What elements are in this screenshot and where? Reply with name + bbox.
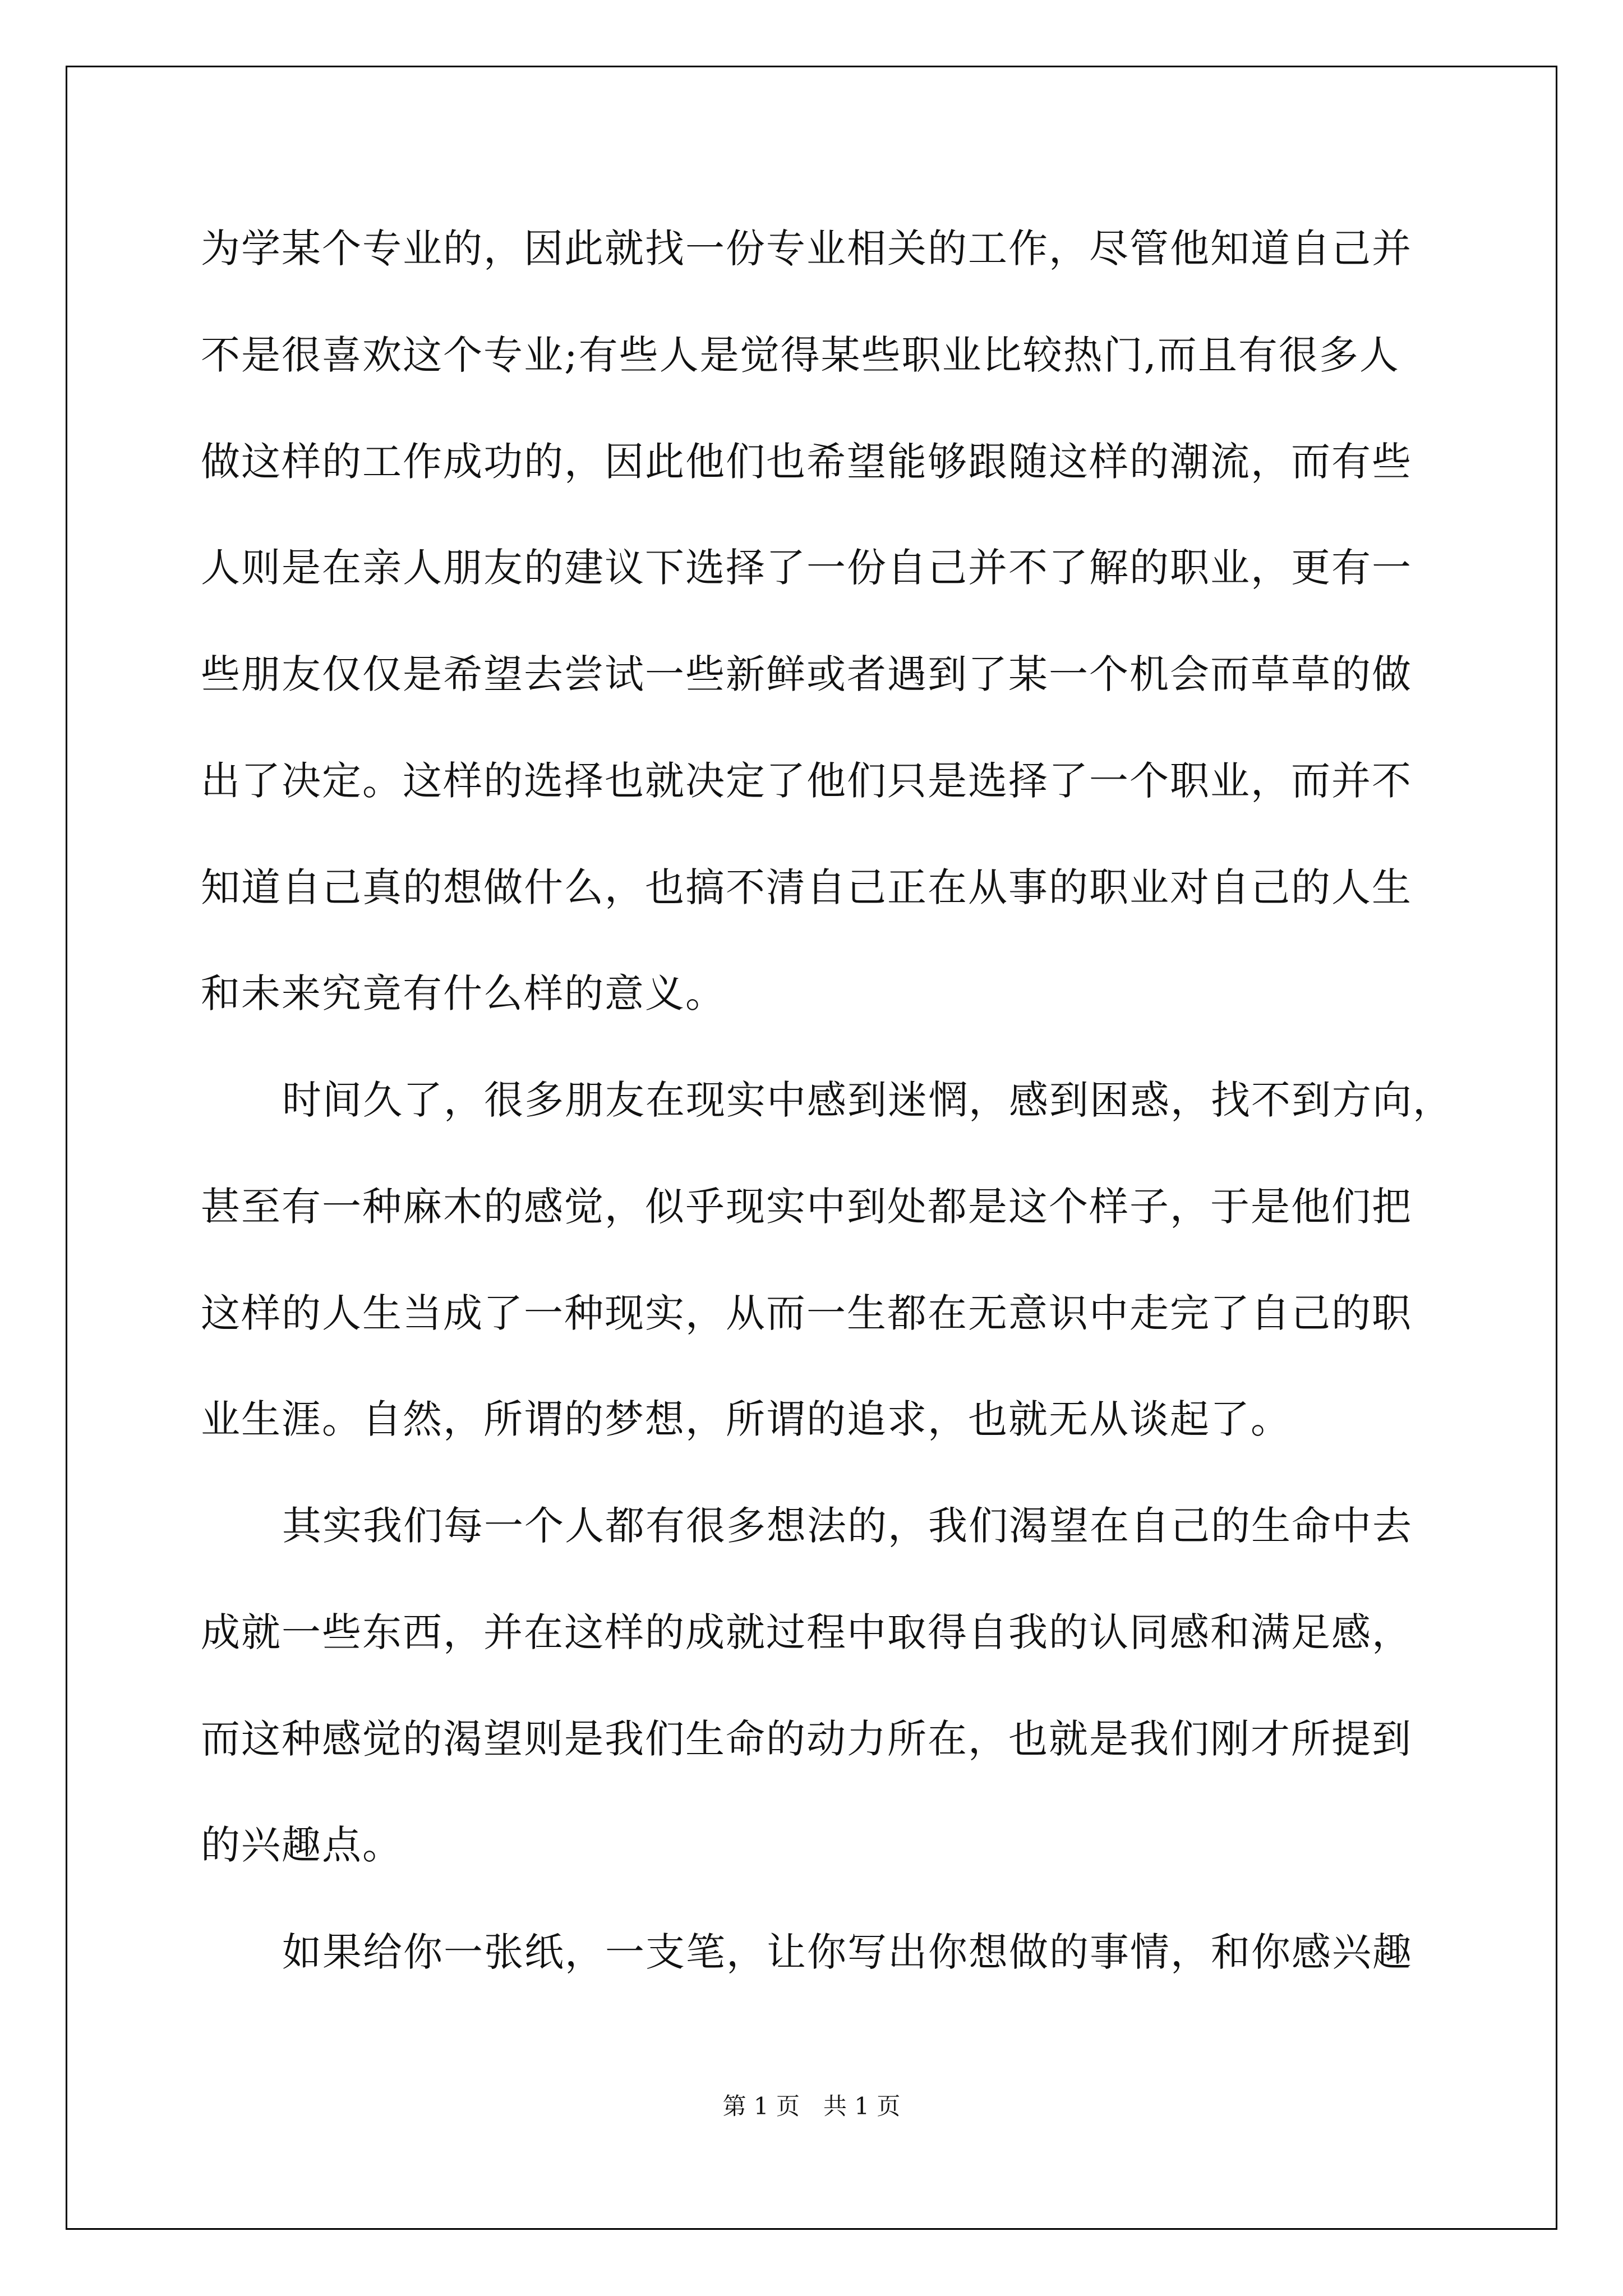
text-line-3: 做这样的工作成功的，因此他们也希望能够跟随这样的潮流，而有些: [201, 439, 1412, 485]
text-line-1: 为学某个专业的，因此就找一份专业相关的工作，尽管他知道自己并: [201, 226, 1412, 272]
text-line-4: 人则是在亲人朋友的建议下选择了一份自己并不了解的职业，更有一: [201, 545, 1412, 591]
text-line-6: 出了决定。这样的选择也就决定了他们只是选择了一个职业，而并不: [201, 758, 1412, 804]
text-line-15: 而这种感觉的渴望则是我们生命的动力所在，也就是我们刚才所提到: [201, 1716, 1412, 1762]
text-line-5: 些朋友仅仅是希望去尝试一些新鲜或者遇到了某一个机会而草草的做: [201, 651, 1412, 697]
text-line-17: 如果给你一张纸，一支笔，让你写出你想做的事情，和你感兴趣: [282, 1929, 1413, 1975]
text-line-12: 业生涯。自然，所谓的梦想，所谓的追求，也就无从谈起了。: [201, 1396, 1291, 1442]
text-line-10: 甚至有一种麻木的感觉，似乎现实中到处都是这个样子，于是他们把: [201, 1184, 1412, 1230]
page-footer: 第 1 页 共 1 页: [722, 2092, 901, 2120]
text-line-16: 的兴趣点。: [201, 1822, 403, 1868]
text-line-13: 其实我们每一个人都有很多想法的，我们渴望在自己的生命中去: [282, 1503, 1413, 1549]
text-line-2: 不是很喜欢这个专业;有些人是觉得某些职业比较热门,而且有很多人: [201, 332, 1400, 378]
text-line-7: 知道自己真的想做什么，也搞不清自己正在从事的职业对自己的人生: [201, 864, 1412, 910]
text-line-8: 和未来究竟有什么样的意义。: [201, 970, 726, 1016]
text-line-9: 时间久了，很多朋友在现实中感到迷惘，感到困惑，找不到方向，: [282, 1077, 1453, 1123]
page-border: [66, 66, 1557, 2230]
text-line-11: 这样的人生当成了一种现实，从而一生都在无意识中走完了自己的职: [201, 1290, 1412, 1336]
text-line-14: 成就一些东西，并在这样的成就过程中取得自我的认同感和满足感，: [201, 1609, 1412, 1655]
